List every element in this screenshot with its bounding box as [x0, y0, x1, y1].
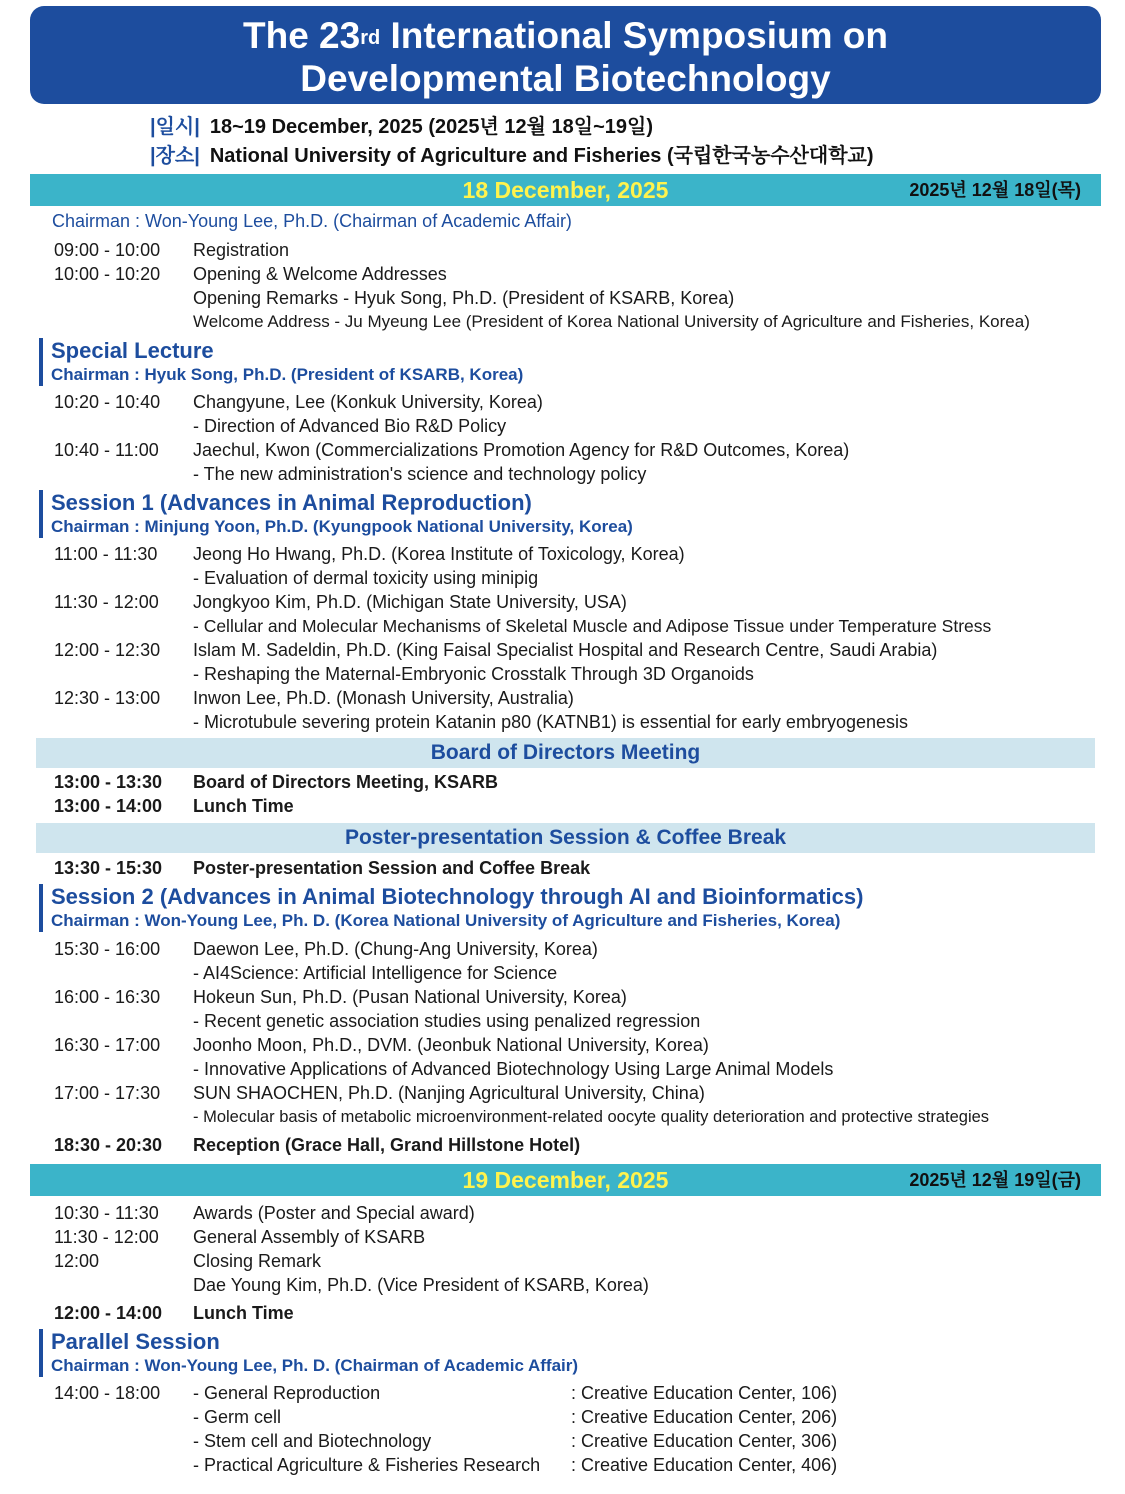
- day2-title: 19 December, 2025: [462, 1167, 669, 1193]
- event-date: |일시| 18~19 December, 2025 (2025년 12월 18일~19일): [150, 116, 653, 138]
- opening-remarks: Opening Remarks - Hyuk Song, Ph.D. (President of KSARB, Korea): [193, 288, 735, 308]
- section-chairman: Chairman : Minjung Yoon, Ph.D. (Kyungpook National University, Korea): [51, 517, 633, 536]
- talk-topic: - Direction of Advanced Bio R&D Policy: [193, 416, 507, 436]
- section-chairman: Chairman : Won-Young Lee, Ph. D. (Chairman of Academic Affair): [51, 1356, 579, 1375]
- closing-remark-speaker: Dae Young Kim, Ph.D. (Vice President of KSARB, Korea): [193, 1275, 649, 1295]
- talk-topic: - The new administration's science and technology policy: [193, 464, 647, 484]
- parallel-session-header: [39, 1329, 578, 1377]
- room-row: - Practical Agriculture & Fisheries Research : Creative Education Center, 406): [193, 1455, 838, 1475]
- title-line-2: Developmental Biotechnology: [300, 58, 831, 99]
- talk-topic: - Recent genetic association studies using penalized regression: [193, 1011, 701, 1031]
- section-title: Special Lecture: [51, 338, 214, 363]
- event-place: |장소| National University of Agriculture and Fisheries (국립한국농수산대학교): [150, 145, 874, 167]
- talk-row: 11:30 - 12:00 Jongkyoo Kim, Ph.D. (Michigan State University, USA): [54, 592, 627, 612]
- title-line-1: The 23rd International Symposium on: [243, 15, 888, 56]
- parallel-session-time: 14:00 - 18:00: [54, 1383, 161, 1403]
- lunch-row: 12:00 - 14:00 Lunch Time: [54, 1303, 294, 1323]
- talk-row: 10:40 - 11:00 Jaechul, Kwon (Commercializations Promotion Agency for R&D Outcomes, Korea): [54, 440, 850, 460]
- reception-row: 18:30 - 20:30 Reception (Grace Hall, Grand Hillstone Hotel): [54, 1135, 581, 1155]
- title-banner: [30, 6, 1101, 104]
- day1-title: 18 December, 2025: [462, 177, 669, 203]
- talk-row: 16:30 - 17:00 Joonho Moon, Ph.D., DVM. (Jeonbuk National University, Korea): [54, 1035, 709, 1055]
- talk-row: 16:00 - 16:30 Hokeun Sun, Ph.D. (Pusan National University, Korea): [54, 987, 627, 1007]
- section-title: Session 2 (Advances in Animal Biotechnology through AI and Bioinformatics): [51, 884, 864, 909]
- section-title: Session 1 (Advances in Animal Reproduction): [51, 490, 532, 515]
- talk-row: 10:20 - 10:40 Changyune, Lee (Konkuk University, Korea): [54, 392, 543, 412]
- talk-topic: - AI4Science: Artificial Intelligence for Science: [193, 963, 558, 983]
- talk-topic: - Innovative Applications of Advanced Biotechnology Using Large Animal Models: [193, 1059, 834, 1079]
- talk-topic: - Reshaping the Maternal-Embryonic Crosstalk Through 3D Organoids: [193, 664, 754, 684]
- room-row: - General Reproduction : Creative Education Center, 106): [193, 1383, 838, 1403]
- parallel-session-rooms: [193, 1381, 837, 1477]
- welcome-address: Welcome Address - Ju Myeung Lee (President of Korea National University of Agriculture and Fisheries, Korea): [193, 312, 1030, 331]
- talk-topic: - Cellular and Molecular Mechanisms of Skeletal Muscle and Adipose Tissue under Temperature Stress: [193, 616, 992, 636]
- section-chairman: Chairman : Won-Young Lee, Ph. D. (Korea National University of Agriculture and Fisheries, Korea): [51, 911, 841, 930]
- session2-header: [39, 884, 863, 932]
- schedule-row: 12:00 Closing Remark: [54, 1251, 322, 1271]
- schedule-row: 10:00 - 10:20 Opening & Welcome Addresses: [54, 264, 447, 284]
- schedule-row: 13:30 - 15:30 Poster-presentation Session and Coffee Break: [54, 858, 591, 878]
- talk-row: 15:30 - 16:00 Daewon Lee, Ph.D. (Chung-Ang University, Korea): [54, 939, 598, 959]
- schedule-row: 10:30 - 11:30 Awards (Poster and Special award): [54, 1203, 475, 1223]
- talk-row: 11:00 - 11:30 Jeong Ho Hwang, Ph.D. (Korea Institute of Toxicology, Korea): [54, 544, 685, 564]
- room-row: - Germ cell : Creative Education Center, 206): [193, 1407, 838, 1427]
- poster-session-band: Poster-presentation Session & Coffee Break: [36, 823, 1095, 853]
- schedule-row: 09:00 - 10:00 Registration: [54, 240, 290, 260]
- talk-topic: - Molecular basis of metabolic microenvironment-related oocyte quality deterioration and protective strategies: [193, 1108, 990, 1126]
- section-title: Parallel Session: [51, 1329, 220, 1354]
- day1-bar: [30, 174, 1101, 206]
- talk-row: 12:00 - 12:30 Islam M. Sadeldin, Ph.D. (King Faisal Specialist Hospital and Research Centre, Saudi Arabia): [54, 640, 938, 660]
- talk-topic: - Evaluation of dermal toxicity using minipig: [193, 568, 539, 588]
- schedule-row: 11:30 - 12:00 General Assembly of KSARB: [54, 1227, 426, 1247]
- day2-korean-date: 2025년 12월 19일(금): [909, 1170, 1081, 1190]
- room-row: - Stem cell and Biotechnology : Creative Education Center, 306): [193, 1431, 838, 1451]
- session1-header: [39, 490, 633, 538]
- board-meeting-band: Board of Directors Meeting: [36, 738, 1095, 768]
- talk-row: 17:00 - 17:30 SUN SHAOCHEN, Ph.D. (Nanjing Agricultural University, China): [54, 1083, 705, 1103]
- day2-bar: [30, 1164, 1101, 1196]
- talk-row: 12:30 - 13:00 Inwon Lee, Ph.D. (Monash University, Australia): [54, 688, 574, 708]
- section-chairman: Chairman : Hyuk Song, Ph.D. (President of KSARB, Korea): [51, 365, 524, 384]
- schedule-row: 13:00 - 13:30 Board of Directors Meeting, KSARB: [54, 772, 499, 792]
- day1-korean-date: 2025년 12월 18일(목): [909, 180, 1081, 200]
- talk-topic: - Microtubule severing protein Katanin p80 (KATNB1) is essential for early embryogenesis: [193, 712, 908, 732]
- schedule-row: 13:00 - 14:00 Lunch Time: [54, 796, 294, 816]
- special-lecture-header: [39, 338, 523, 386]
- day1-chairman: Chairman : Won-Young Lee, Ph.D. (Chairman of Academic Affair): [52, 211, 572, 231]
